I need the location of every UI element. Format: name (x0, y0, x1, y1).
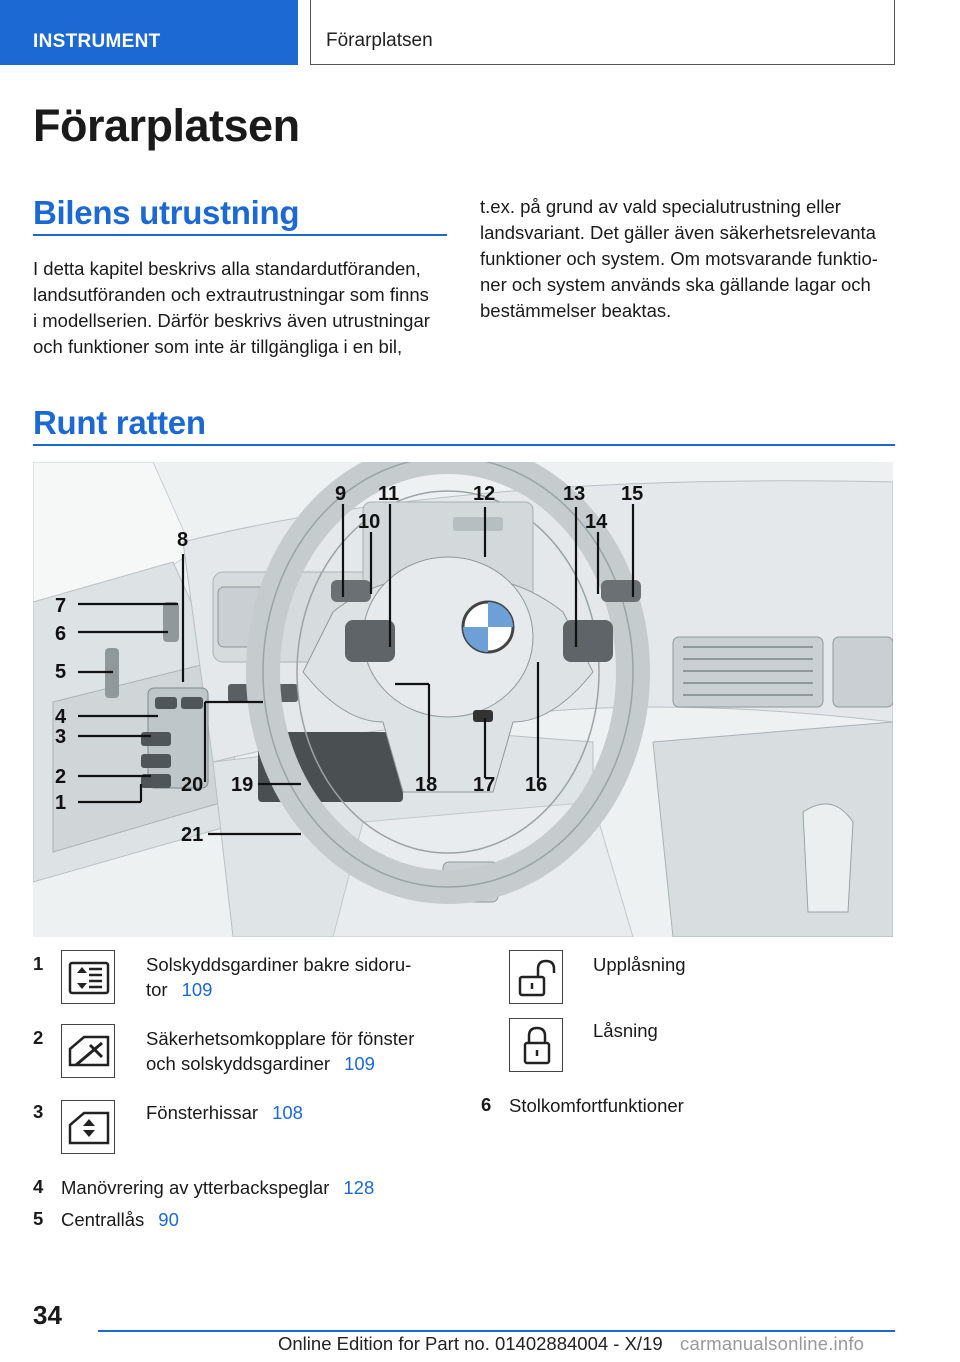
legend-text: Manövrering av ytterbackspeglar (61, 1177, 330, 1198)
legend-text: Solskyddsgardiner bakre sidoru- (146, 954, 412, 975)
callout-12: 12 (473, 483, 496, 505)
legend-text: tor (146, 979, 168, 1000)
legend-item-unlock: Upplåsning (593, 954, 686, 975)
callout-3: 3 (55, 726, 67, 748)
watermark: carmanualsonline.info (680, 1333, 865, 1354)
legend-item-1 (146, 952, 411, 1002)
legend-item-lock: Låsning (593, 1020, 658, 1041)
callout-17: 17 (473, 774, 496, 796)
callout-18: 18 (415, 774, 438, 796)
text-line: t.ex. på grund av vald specialutrustning eller (480, 196, 841, 217)
callout-14: 14 (585, 511, 608, 533)
lock-icon (509, 1018, 563, 1072)
callout-16: 16 (525, 774, 548, 796)
text-line: landsvariant. Det gäller även säkerhetsrelevanta (480, 222, 876, 243)
cockpit-illustration (33, 462, 893, 937)
legend-number: 5 (33, 1208, 44, 1229)
callout-13: 13 (563, 483, 586, 505)
callout-4: 4 (55, 706, 67, 728)
legend-text: Fönsterhissar (146, 1102, 259, 1123)
intro-column-1 (33, 256, 430, 360)
callout-6: 6 (55, 623, 67, 645)
legend-item-4 (61, 1175, 374, 1200)
text-line: i modellserien. Därför beskrivs även utrustningar (33, 310, 430, 331)
legend-number: 2 (33, 1027, 44, 1048)
text-line: funktioner och system. Om motsvarande funktio- (480, 248, 878, 269)
legend-number: 1 (33, 953, 44, 974)
section-tab: INSTRUMENT (0, 0, 298, 65)
section-heading-runt-ratten: Runt ratten (33, 404, 206, 441)
callout-15: 15 (621, 483, 644, 505)
window-lock-switch-icon (61, 1024, 115, 1078)
legend-item-6: Stolkomfortfunktioner (509, 1095, 684, 1116)
cockpit-drawing (33, 462, 893, 937)
callout-5: 5 (55, 661, 67, 683)
chapter-tab: Förarplatsen (310, 0, 895, 65)
callout-2: 2 (55, 766, 67, 788)
edition-text: Online Edition for Part no. 01402884004 - X/19 (278, 1333, 663, 1354)
intro-column-2 (480, 194, 878, 324)
text-line: och funktioner som inte är tillgängliga i en bil, (33, 336, 403, 357)
callout-9: 9 (335, 483, 347, 505)
callout-21: 21 (181, 824, 204, 846)
text-line: landsutföranden och extrautrustningar som finns (33, 284, 429, 305)
power-window-icon (61, 1100, 115, 1154)
legend-text: Centrallås (61, 1209, 145, 1230)
callout-20: 20 (181, 774, 204, 796)
section-heading-bilens-utrustning: Bilens utrustning (33, 194, 300, 231)
callout-1: 1 (55, 792, 67, 814)
page-reference-link[interactable]: 90 (158, 1209, 179, 1230)
callout-11: 11 (378, 483, 400, 505)
unlock-icon (509, 950, 563, 1004)
text-line: ner och system används ska gällande lagar och (480, 274, 871, 295)
rear-sunblind-icon (61, 950, 115, 1004)
legend-item-3 (146, 1100, 303, 1125)
legend-text: Säkerhetsomkopplare för fönster (146, 1028, 415, 1049)
legend-text: och solskyddsgardiner (146, 1053, 331, 1074)
text-line: I detta kapitel beskrivs alla standardutföranden, (33, 258, 421, 279)
callout-19: 19 (231, 774, 254, 796)
legend-number: 4 (33, 1176, 44, 1197)
page-reference-link[interactable]: 109 (344, 1053, 375, 1074)
legend-number: 3 (33, 1101, 44, 1122)
text-line: bestämmelser beaktas. (480, 300, 672, 321)
page-reference-link[interactable]: 109 (181, 979, 213, 1000)
page-reference-link[interactable]: 108 (272, 1102, 303, 1123)
page-number: 34 (33, 1300, 62, 1330)
callout-7: 7 (55, 595, 67, 617)
legend-number: 6 (481, 1094, 492, 1115)
callout-8: 8 (177, 529, 189, 551)
page-title: Förarplatsen (33, 100, 300, 151)
section-rule (33, 444, 895, 446)
legend-item-5 (61, 1207, 179, 1232)
legend-item-2 (146, 1026, 414, 1076)
page-reference-link[interactable]: 128 (343, 1177, 375, 1198)
footer-rule (98, 1330, 895, 1332)
callout-10: 10 (358, 511, 381, 533)
section-rule (33, 234, 447, 236)
